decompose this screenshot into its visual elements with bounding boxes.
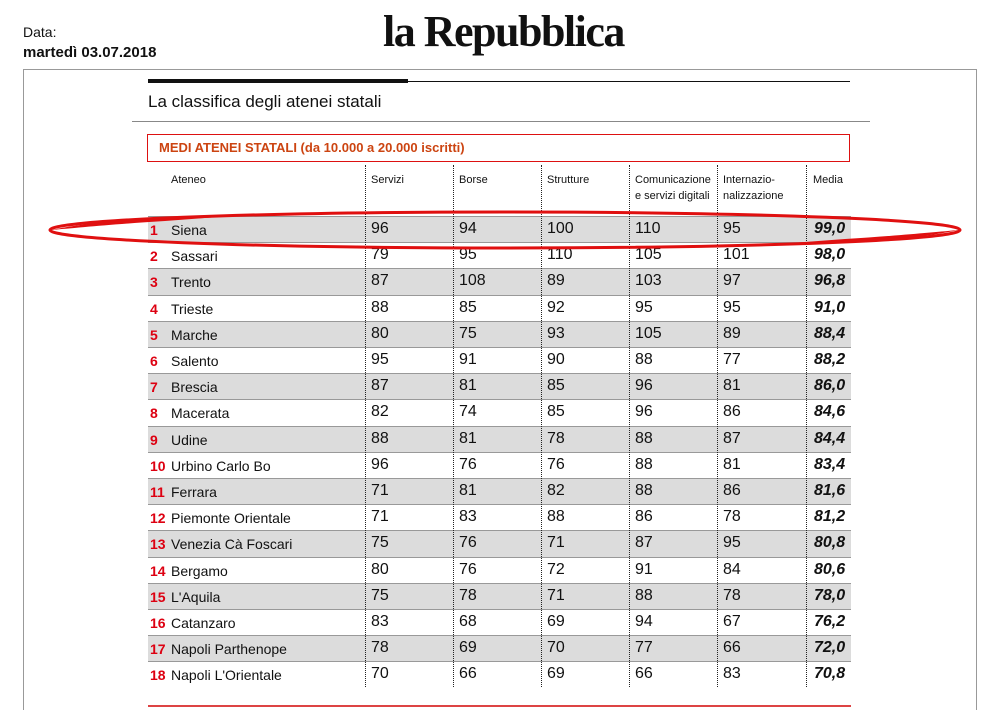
servizi-cell: 96 bbox=[371, 455, 389, 473]
borse-cell: 108 bbox=[459, 272, 486, 290]
borse-cell: 81 bbox=[459, 377, 477, 395]
table-row bbox=[148, 531, 851, 557]
media-cell: 91,0 bbox=[814, 298, 846, 316]
col-header-comunicazione bbox=[635, 172, 711, 204]
borse-cell: 69 bbox=[459, 639, 477, 657]
borse-cell: 76 bbox=[459, 560, 477, 578]
borse-cell: 66 bbox=[459, 665, 477, 683]
col-header-internazionalizzazione-line1: Internazio- bbox=[723, 174, 775, 186]
strutture-cell: 90 bbox=[547, 351, 565, 368]
rank-cell: 6 bbox=[150, 353, 158, 369]
table-row bbox=[148, 427, 851, 453]
internazionalizzazione-cell: 77 bbox=[723, 351, 741, 368]
comunicazione-cell: 87 bbox=[635, 534, 653, 552]
ateneo-cell: Trieste bbox=[171, 300, 214, 317]
comunicazione-cell: 86 bbox=[635, 508, 653, 526]
borse-cell: 91 bbox=[459, 351, 477, 368]
row-divider bbox=[148, 452, 851, 453]
media-cell: 81,6 bbox=[814, 482, 846, 499]
rank-cell: 12 bbox=[150, 510, 166, 527]
borse-cell: 81 bbox=[459, 429, 477, 447]
borse-cell: 95 bbox=[459, 246, 477, 264]
comunicazione-cell: 88 bbox=[635, 482, 653, 499]
comunicazione-cell: 95 bbox=[635, 298, 653, 316]
comunicazione-cell: 105 bbox=[635, 324, 662, 342]
media-cell: 84,4 bbox=[814, 429, 846, 447]
ateneo-cell: Ferrara bbox=[171, 484, 217, 500]
ateneo-cell: Catanzaro bbox=[171, 615, 236, 631]
servizi-cell: 83 bbox=[371, 613, 389, 630]
table-row bbox=[148, 584, 851, 610]
comunicazione-cell: 88 bbox=[635, 429, 653, 447]
strutture-cell: 70 bbox=[547, 639, 565, 657]
rank-cell: 5 bbox=[150, 326, 158, 343]
ateneo-cell: Venezia Cà Foscari bbox=[171, 536, 293, 553]
internazionalizzazione-cell: 95 bbox=[723, 220, 741, 237]
col-header-internazionalizzazione bbox=[723, 172, 784, 204]
borse-cell: 81 bbox=[459, 482, 477, 499]
ateneo-cell: Piemonte Orientale bbox=[171, 510, 291, 527]
servizi-cell: 75 bbox=[371, 534, 389, 552]
borse-cell: 68 bbox=[459, 613, 477, 630]
servizi-cell: 75 bbox=[371, 586, 389, 604]
row-divider bbox=[148, 399, 851, 400]
ateneo-cell: Sassari bbox=[171, 248, 218, 265]
borse-cell: 76 bbox=[459, 534, 477, 552]
col-header-comunicazione-line2: e servizi digitali bbox=[635, 190, 710, 202]
media-cell: 96,8 bbox=[814, 272, 846, 290]
comunicazione-cell: 88 bbox=[635, 351, 653, 368]
row-divider bbox=[148, 426, 851, 427]
media-cell: 81,2 bbox=[814, 508, 846, 526]
col-header-media: Media bbox=[813, 174, 843, 186]
col-header-internazionalizzazione-line2: nalizzazione bbox=[723, 190, 784, 202]
servizi-cell: 95 bbox=[371, 351, 389, 368]
borse-cell: 74 bbox=[459, 403, 477, 421]
rank-cell: 18 bbox=[150, 667, 166, 684]
table-row bbox=[148, 636, 851, 662]
ateneo-cell: Macerata bbox=[171, 405, 230, 422]
internazionalizzazione-cell: 95 bbox=[723, 534, 741, 552]
strutture-cell: 69 bbox=[547, 613, 565, 630]
rank-cell: 10 bbox=[150, 457, 166, 474]
strutture-cell: 92 bbox=[547, 298, 565, 316]
table-row bbox=[148, 348, 851, 374]
servizi-cell: 87 bbox=[371, 377, 389, 395]
media-cell: 83,4 bbox=[814, 455, 846, 473]
row-divider bbox=[148, 321, 851, 322]
rank-cell: 17 bbox=[150, 641, 166, 658]
rank-cell: 2 bbox=[150, 248, 158, 265]
internazionalizzazione-cell: 97 bbox=[723, 272, 741, 290]
servizi-cell: 71 bbox=[371, 482, 389, 499]
ateneo-cell: Siena bbox=[171, 222, 207, 238]
rank-cell: 4 bbox=[150, 300, 158, 317]
internazionalizzazione-cell: 78 bbox=[723, 508, 741, 526]
ateneo-cell: Bergamo bbox=[171, 562, 228, 579]
servizi-cell: 80 bbox=[371, 560, 389, 578]
table-row bbox=[148, 662, 851, 688]
borse-cell: 94 bbox=[459, 220, 477, 237]
internazionalizzazione-cell: 78 bbox=[723, 586, 741, 604]
col-header-servizi: Servizi bbox=[371, 174, 405, 186]
borse-cell: 75 bbox=[459, 324, 477, 342]
article-heading: La classifica degli atenei statali bbox=[148, 92, 382, 111]
comunicazione-cell: 96 bbox=[635, 377, 653, 395]
borse-cell: 78 bbox=[459, 586, 477, 604]
row-divider bbox=[148, 478, 851, 479]
internazionalizzazione-cell: 101 bbox=[723, 246, 750, 264]
borse-cell: 85 bbox=[459, 298, 477, 316]
row-divider bbox=[148, 661, 851, 662]
rank-cell: 9 bbox=[150, 431, 158, 448]
strutture-cell: 71 bbox=[547, 586, 565, 604]
section-box bbox=[147, 134, 850, 162]
ateneo-cell: Trento bbox=[171, 274, 211, 291]
media-cell: 72,0 bbox=[814, 639, 846, 657]
rank-cell: 7 bbox=[150, 379, 158, 396]
row-divider bbox=[148, 609, 851, 610]
servizi-cell: 71 bbox=[371, 508, 389, 526]
media-cell: 88,4 bbox=[814, 324, 846, 342]
col-header-ateneo: Ateneo bbox=[171, 174, 206, 186]
heading-rule bbox=[132, 121, 870, 122]
row-divider bbox=[148, 504, 851, 505]
servizi-cell: 80 bbox=[371, 324, 389, 342]
table-row bbox=[148, 374, 851, 400]
ateneo-cell: Brescia bbox=[171, 379, 218, 396]
servizi-cell: 88 bbox=[371, 298, 389, 316]
strutture-cell: 110 bbox=[547, 246, 573, 264]
rank-cell: 13 bbox=[150, 536, 166, 553]
media-cell: 70,8 bbox=[814, 665, 846, 683]
media-cell: 86,0 bbox=[814, 377, 846, 395]
rank-cell: 3 bbox=[150, 274, 158, 291]
ateneo-cell: Udine bbox=[171, 431, 208, 448]
date-value: martedì 03.07.2018 bbox=[23, 44, 157, 61]
servizi-cell: 96 bbox=[371, 220, 389, 237]
row-divider bbox=[148, 635, 851, 636]
comunicazione-cell: 94 bbox=[635, 613, 653, 630]
highlight-ellipse bbox=[45, 207, 965, 253]
comunicazione-cell: 88 bbox=[635, 586, 653, 604]
rank-cell: 1 bbox=[150, 222, 158, 238]
strutture-cell: 72 bbox=[547, 560, 565, 578]
col-header-comunicazione-line1: Comunicazione bbox=[635, 174, 711, 186]
servizi-cell: 87 bbox=[371, 272, 389, 290]
top-rule-thick bbox=[148, 79, 408, 83]
borse-cell: 83 bbox=[459, 508, 477, 526]
media-cell: 99,0 bbox=[814, 220, 846, 237]
row-divider bbox=[148, 347, 851, 348]
col-header-strutture: Strutture bbox=[547, 174, 590, 186]
internazionalizzazione-cell: 67 bbox=[723, 613, 741, 630]
row-divider bbox=[148, 373, 851, 374]
strutture-cell: 78 bbox=[547, 429, 565, 447]
media-cell: 76,2 bbox=[814, 613, 846, 630]
internazionalizzazione-cell: 83 bbox=[723, 665, 741, 683]
borse-cell: 76 bbox=[459, 455, 477, 473]
table-row bbox=[148, 505, 851, 531]
strutture-cell: 89 bbox=[547, 272, 565, 290]
comunicazione-cell: 88 bbox=[635, 455, 653, 473]
ateneo-cell: Salento bbox=[171, 353, 219, 369]
internazionalizzazione-cell: 81 bbox=[723, 455, 741, 473]
table-row bbox=[148, 296, 851, 322]
media-cell: 78,0 bbox=[814, 586, 846, 604]
ateneo-cell: Marche bbox=[171, 326, 218, 343]
ateneo-cell: Urbino Carlo Bo bbox=[171, 457, 271, 474]
strutture-cell: 100 bbox=[547, 220, 574, 237]
comunicazione-cell: 66 bbox=[635, 665, 653, 683]
row-divider bbox=[148, 557, 851, 558]
row-divider bbox=[148, 295, 851, 296]
media-cell: 84,6 bbox=[814, 403, 846, 421]
table-row bbox=[148, 269, 851, 295]
servizi-cell: 70 bbox=[371, 665, 389, 683]
top-rule-thin bbox=[408, 81, 850, 82]
internazionalizzazione-cell: 89 bbox=[723, 324, 741, 342]
row-divider bbox=[148, 583, 851, 584]
media-cell: 98,0 bbox=[814, 246, 846, 264]
rank-cell: 14 bbox=[150, 562, 166, 579]
comunicazione-cell: 77 bbox=[635, 639, 653, 657]
section-title: MEDI ATENEI STATALI (da 10.000 a 20.000 iscritti) bbox=[159, 140, 465, 155]
internazionalizzazione-cell: 66 bbox=[723, 639, 741, 657]
comunicazione-cell: 103 bbox=[635, 272, 662, 290]
ateneo-cell: Napoli L'Orientale bbox=[171, 667, 282, 684]
media-cell: 80,6 bbox=[814, 560, 846, 578]
strutture-cell: 85 bbox=[547, 377, 565, 395]
row-divider bbox=[148, 268, 851, 269]
comunicazione-cell: 91 bbox=[635, 560, 653, 578]
media-cell: 88,2 bbox=[814, 351, 846, 368]
strutture-cell: 69 bbox=[547, 665, 565, 683]
internazionalizzazione-cell: 84 bbox=[723, 560, 741, 578]
table-row bbox=[148, 322, 851, 348]
comunicazione-cell: 96 bbox=[635, 403, 653, 421]
internazionalizzazione-cell: 87 bbox=[723, 429, 741, 447]
rank-cell: 16 bbox=[150, 615, 166, 631]
internazionalizzazione-cell: 86 bbox=[723, 482, 741, 499]
servizi-cell: 79 bbox=[371, 246, 389, 264]
strutture-cell: 85 bbox=[547, 403, 565, 421]
newspaper-logo: la Repubblica bbox=[383, 7, 624, 56]
rank-cell: 15 bbox=[150, 588, 166, 605]
comunicazione-cell: 105 bbox=[635, 246, 662, 264]
strutture-cell: 82 bbox=[547, 482, 565, 499]
row-divider bbox=[148, 530, 851, 531]
media-cell: 80,8 bbox=[814, 534, 846, 552]
strutture-cell: 88 bbox=[547, 508, 565, 526]
servizi-cell: 78 bbox=[371, 639, 389, 657]
servizi-cell: 88 bbox=[371, 429, 389, 447]
internazionalizzazione-cell: 95 bbox=[723, 298, 741, 316]
ateneo-cell: Napoli Parthenope bbox=[171, 641, 287, 658]
table-row bbox=[148, 479, 851, 505]
table-row bbox=[148, 610, 851, 636]
strutture-cell: 93 bbox=[547, 324, 565, 342]
table-row bbox=[148, 453, 851, 479]
strutture-cell: 71 bbox=[547, 534, 565, 552]
rank-cell: 8 bbox=[150, 405, 158, 422]
ateneo-cell: L'Aquila bbox=[171, 588, 221, 605]
date-label: Data: bbox=[23, 24, 57, 40]
strutture-cell: 76 bbox=[547, 455, 565, 473]
servizi-cell: 82 bbox=[371, 403, 389, 421]
table-row bbox=[148, 558, 851, 584]
internazionalizzazione-cell: 86 bbox=[723, 403, 741, 421]
rank-cell: 11 bbox=[150, 484, 165, 500]
table-row bbox=[148, 400, 851, 426]
comunicazione-cell: 110 bbox=[635, 220, 661, 237]
internazionalizzazione-cell: 81 bbox=[723, 377, 741, 395]
col-header-borse: Borse bbox=[459, 174, 488, 186]
